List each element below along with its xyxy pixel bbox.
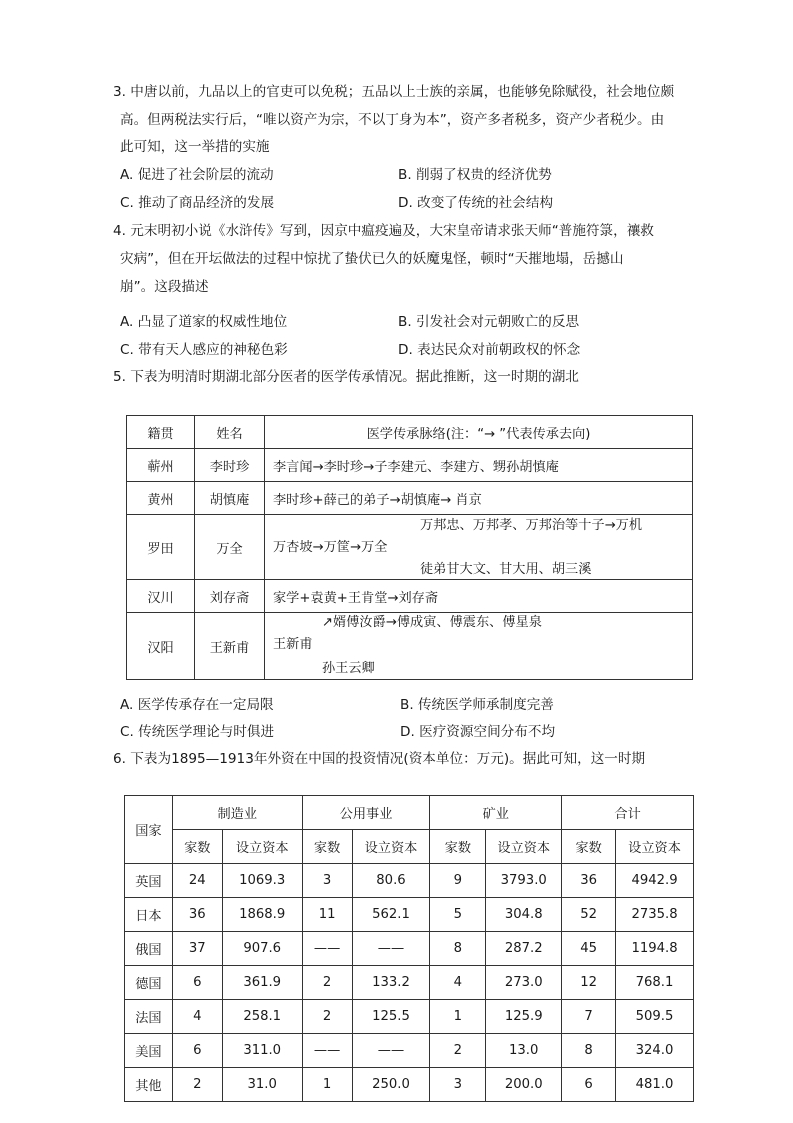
cell: 3 xyxy=(430,1068,486,1102)
cell-name: 万全 xyxy=(195,515,265,580)
cell: 6 xyxy=(172,1034,222,1068)
cell: 4 xyxy=(172,1000,222,1034)
header-manufacturing: 制造业 xyxy=(172,796,302,830)
cell-name: 王新甫 xyxy=(195,613,265,680)
cell: 907.6 xyxy=(222,932,302,966)
table-row xyxy=(127,580,693,613)
q5-option-d[interactable]: D. 医疗资源空间分布不均 xyxy=(400,724,556,740)
cell: 52 xyxy=(562,898,616,932)
cell-lineage: 李时珍+薛己的弟子→胡慎庵→ 肖京 xyxy=(265,482,693,515)
cell-country: 德国 xyxy=(125,966,173,1000)
cell: 13.0 xyxy=(486,1034,562,1068)
cell: 24 xyxy=(172,864,222,898)
cell: 509.5 xyxy=(616,1000,694,1034)
cell: 80.6 xyxy=(352,864,430,898)
q4-stem-line1: 4. 元末明初小说《水浒传》写到，因京中瘟疫遍及，大宋皇帝请求张天师“普施符箓，禳救 xyxy=(113,223,654,239)
cell: 2 xyxy=(302,966,352,1000)
cell: 258.1 xyxy=(222,1000,302,1034)
cell: 6 xyxy=(562,1068,616,1102)
q3-stem-line3: 此可知，这一举措的实施 xyxy=(120,139,270,155)
cell-lineage-branching xyxy=(265,515,693,580)
subheader-count: 家数 xyxy=(172,830,222,864)
lineage-main: 万杏坡→万筐→万全 xyxy=(273,540,388,555)
cell-place: 蕲州 xyxy=(127,449,195,482)
q3-option-d[interactable]: D. 改变了传统的社会结构 xyxy=(398,195,554,211)
q4-option-a[interactable]: A. 凸显了道家的权威性地位 xyxy=(120,314,288,330)
cell-country: 法国 xyxy=(125,1000,173,1034)
q3-stem-line2: 高。但两税法实行后，“唯以资产为宗，不以丁身为本”，资产多者税多，资产少者税少。由 xyxy=(120,112,665,128)
q5-option-c[interactable]: C. 传统医学理论与时俱进 xyxy=(120,724,275,740)
cell: —— xyxy=(352,1034,430,1068)
q4-option-d[interactable]: D. 表达民众对前朝政权的怀念 xyxy=(398,342,581,358)
q3-option-b[interactable]: B. 削弱了权贵的经济优势 xyxy=(398,167,552,183)
lineage-main: 王新甫 xyxy=(273,637,313,652)
cell: —— xyxy=(302,932,352,966)
q3-option-a[interactable]: A. 促进了社会阶层的流动 xyxy=(120,167,274,183)
cell: 125.9 xyxy=(486,1000,562,1034)
cell: 361.9 xyxy=(222,966,302,1000)
lineage-branch-top: 万邦忠、万邦孝、万邦治等十子→万机 xyxy=(420,518,643,533)
cell: 2 xyxy=(302,1000,352,1034)
table-row xyxy=(127,449,693,482)
cell: 4 xyxy=(430,966,486,1000)
subheader-capital: 设立资本 xyxy=(222,830,302,864)
table-row xyxy=(127,613,693,680)
cell: 324.0 xyxy=(616,1034,694,1068)
cell: 768.1 xyxy=(616,966,694,1000)
cell-country: 俄国 xyxy=(125,932,173,966)
table-row xyxy=(125,932,694,966)
cell: 250.0 xyxy=(352,1068,430,1102)
cell: 125.5 xyxy=(352,1000,430,1034)
cell: 287.2 xyxy=(486,932,562,966)
cell: 273.0 xyxy=(486,966,562,1000)
cell: 36 xyxy=(172,898,222,932)
cell: 7 xyxy=(562,1000,616,1034)
subheader-count: 家数 xyxy=(430,830,486,864)
header-country: 国家 xyxy=(125,796,173,864)
subheader-capital: 设立资本 xyxy=(486,830,562,864)
q5-option-a[interactable]: A. 医学传承存在一定局限 xyxy=(120,697,274,713)
header-lineage: 医学传承脉络(注：“→ ”代表传承去向) xyxy=(265,416,693,449)
cell-name: 胡慎庵 xyxy=(195,482,265,515)
cell: 8 xyxy=(430,932,486,966)
header-utilities: 公用事业 xyxy=(302,796,430,830)
cell: 45 xyxy=(562,932,616,966)
cell: 8 xyxy=(562,1034,616,1068)
cell: 200.0 xyxy=(486,1068,562,1102)
cell: 12 xyxy=(562,966,616,1000)
cell: 31.0 xyxy=(222,1068,302,1102)
cell: 1069.3 xyxy=(222,864,302,898)
subheader-count: 家数 xyxy=(302,830,352,864)
cell-name: 李时珍 xyxy=(195,449,265,482)
cell-place: 黄州 xyxy=(127,482,195,515)
q5-option-b[interactable]: B. 传统医学师承制度完善 xyxy=(400,697,554,713)
medical-lineage-table xyxy=(126,415,693,680)
cell: 562.1 xyxy=(352,898,430,932)
table-row xyxy=(127,515,693,580)
foreign-investment-table xyxy=(124,795,694,1102)
header-name: 姓名 xyxy=(195,416,265,449)
table-row xyxy=(125,966,694,1000)
q5-stem: 5. 下表为明清时期湖北部分医者的医学传承情况。据此推断，这一时期的湖北 xyxy=(113,369,579,385)
cell: 1194.8 xyxy=(616,932,694,966)
cell: 9 xyxy=(430,864,486,898)
q6-stem: 6. 下表为1895—1913年外资在中国的投资情况(资本单位：万元)。据此可知，这一时期 xyxy=(113,751,646,767)
table-row xyxy=(125,1000,694,1034)
cell: 1 xyxy=(302,1068,352,1102)
table-row xyxy=(125,1068,694,1102)
table-header-row xyxy=(125,796,694,830)
cell: 1868.9 xyxy=(222,898,302,932)
q4-stem-line2: 灾病”，但在开坛做法的过程中惊扰了蛰伏已久的妖魔鬼怪，顿时“天摧地塌，岳撼山 xyxy=(120,251,624,267)
cell: 133.2 xyxy=(352,966,430,1000)
cell: 3793.0 xyxy=(486,864,562,898)
subheader-count: 家数 xyxy=(562,830,616,864)
lineage-branch-bottom: 孙王云卿 xyxy=(322,661,375,676)
table-row xyxy=(125,1034,694,1068)
cell: 37 xyxy=(172,932,222,966)
subheader-capital: 设立资本 xyxy=(616,830,694,864)
cell: 2 xyxy=(172,1068,222,1102)
table-header-row xyxy=(127,416,693,449)
cell-place: 罗田 xyxy=(127,515,195,580)
cell: 311.0 xyxy=(222,1034,302,1068)
cell-name: 刘存斋 xyxy=(195,580,265,613)
lineage-branch-bottom: 徒弟甘大文、甘大用、胡三溪 xyxy=(420,562,592,577)
cell-place: 汉川 xyxy=(127,580,195,613)
cell: 5 xyxy=(430,898,486,932)
cell: 2 xyxy=(430,1034,486,1068)
subheader-capital: 设立资本 xyxy=(352,830,430,864)
cell: 481.0 xyxy=(616,1068,694,1102)
cell: 36 xyxy=(562,864,616,898)
cell: 304.8 xyxy=(486,898,562,932)
cell: —— xyxy=(302,1034,352,1068)
cell-place: 汉阳 xyxy=(127,613,195,680)
cell: 3 xyxy=(302,864,352,898)
q4-option-b[interactable]: B. 引发社会对元朝败亡的反思 xyxy=(398,314,580,330)
q3-stem-line1: 3. 中唐以前，九品以上的官吏可以免税；五品以上士族的亲属，也能够免除赋役，社会地位颇 xyxy=(113,84,675,100)
q3-option-c[interactable]: C. 推动了商品经济的发展 xyxy=(120,195,275,211)
table-row xyxy=(125,864,694,898)
table-row xyxy=(127,482,693,515)
cell-country: 美国 xyxy=(125,1034,173,1068)
lineage-branch-top: ↗婿傅汝爵→傅成寅、傅震东、傅星泉 xyxy=(322,615,542,630)
cell-lineage: 李言闻→李时珍→子李建元、李建方、甥孙胡慎庵 xyxy=(265,449,693,482)
cell: 11 xyxy=(302,898,352,932)
table-row xyxy=(125,898,694,932)
cell-lineage: 家学+袁黄+王肯堂→刘存斋 xyxy=(265,580,693,613)
cell: 1 xyxy=(430,1000,486,1034)
cell-lineage-branching xyxy=(265,613,693,680)
cell-country: 英国 xyxy=(125,864,173,898)
cell: —— xyxy=(352,932,430,966)
header-mining: 矿业 xyxy=(430,796,562,830)
cell-country: 日本 xyxy=(125,898,173,932)
cell-country: 其他 xyxy=(125,1068,173,1102)
header-total: 合计 xyxy=(562,796,694,830)
table-subheader-row xyxy=(125,830,694,864)
cell: 4942.9 xyxy=(616,864,694,898)
cell: 2735.8 xyxy=(616,898,694,932)
header-place: 籍贯 xyxy=(127,416,195,449)
cell: 6 xyxy=(172,966,222,1000)
q4-stem-line3: 崩”。这段描述 xyxy=(120,279,209,295)
q4-option-c[interactable]: C. 带有天人感应的神秘色彩 xyxy=(120,342,288,358)
